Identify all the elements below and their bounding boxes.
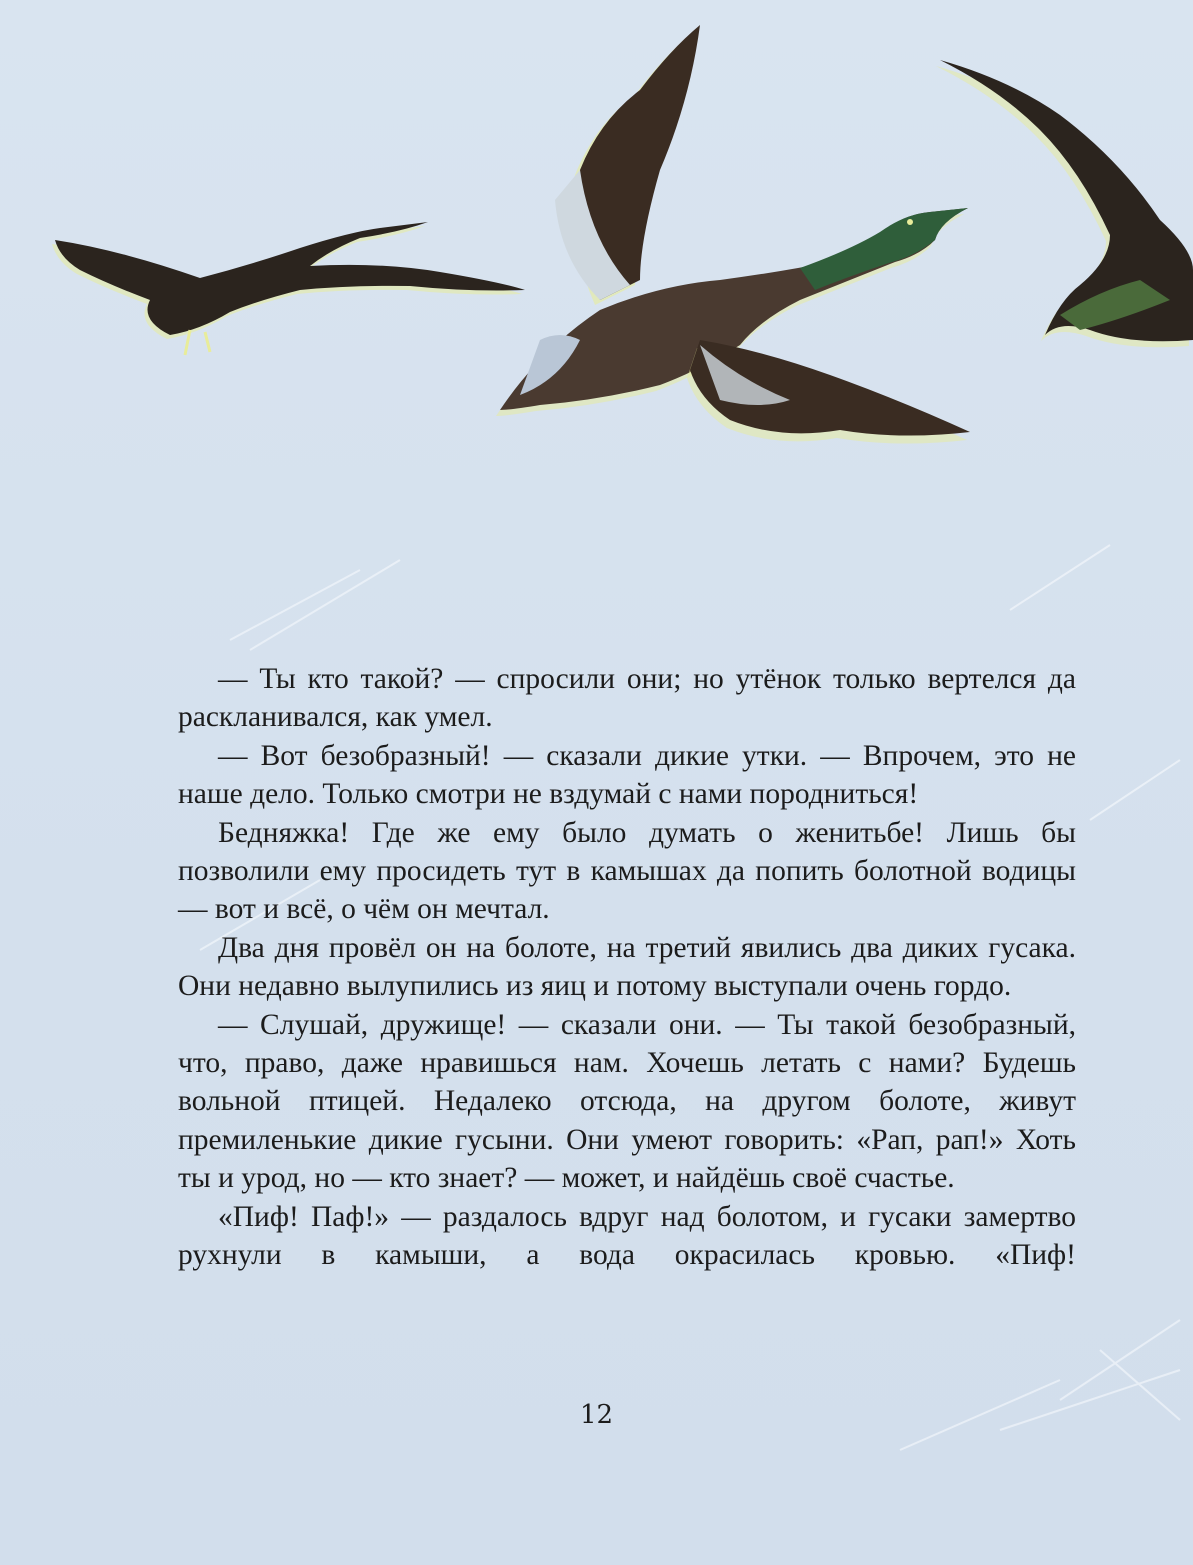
paragraph: Бедняжка! Где же ему было думать о женитьбе! Лишь бы позволили ему просидеть тут в камышах да попить болотной водицы — вот и всё, о чём он мечтал. xyxy=(178,816,1076,926)
paragraph: «Пиф! Паф!» — раздалось вдруг над болотом, и гусаки замертво рухнули в камыши, а вода окрасилась кровью. «Пиф! xyxy=(178,1200,1076,1272)
paragraph: — Вот безобразный! — сказали дикие утки. — Впрочем, это не наше дело. Только смотри не вздумай с нами породниться! xyxy=(178,739,1076,811)
story-text xyxy=(178,660,1076,1275)
page-number: 12 xyxy=(579,1400,614,1430)
center-duck xyxy=(496,25,970,444)
paragraph: — Ты кто такой? — спросили они; но утёнок только вертелся да раскланивался, как умел. xyxy=(178,663,1076,734)
paragraph: — Слушай, дружище! — сказали они. — Ты такой безобразный, что, право, даже нравишься нам. Хочешь летать с нами? Будешь вольной птицей. Недалеко отсюда, на другом болоте, живут премиленькие дикие гусыни. Они умеют говорить: «Рап, рап!» Хоть ты и урод, но — кто знает? — может, и найдёшь своё счастье. xyxy=(178,1008,1076,1195)
paragraph: Два дня провёл он на болоте, на третий явились два диких гусака. Они недавно вылупились из яиц и потому выступали очень гордо. xyxy=(178,931,1076,1003)
left-duck xyxy=(52,222,525,355)
right-duck xyxy=(936,60,1193,347)
